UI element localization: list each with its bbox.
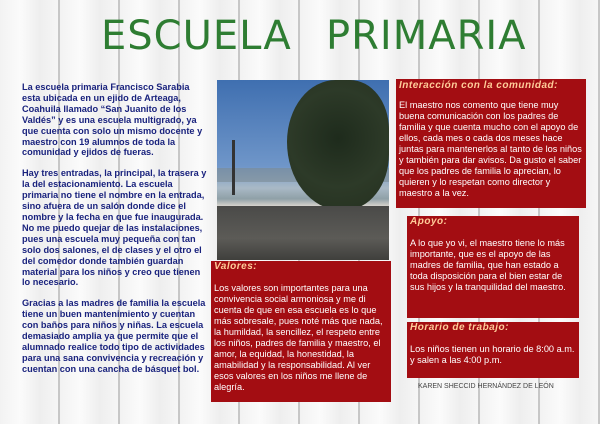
- valores-heading: Valores:: [214, 261, 258, 272]
- interaccion-box: [396, 79, 586, 208]
- paragraph-intro: La escuela primaria Francisco Sarabia esta ubicada en un ejido de Arteaga, Coahuila llamado “San Juanito de los Valdés” y es una escuela multigrado, ya que cuenta con solo un mismo docente y maestro con 19 alumnos de toda la comunidad y ejidos de fueras.: [22, 82, 203, 158]
- horario-box: [407, 322, 579, 378]
- valores-text: Los valores son importantes para una convivencia social armoniosa y me di cuenta de que en esa escuela es lo que más sobresale, pues noté más que nada, la humildad, la sencillez, el respeto entre los niños, padres de familia y maestro, el amor, la equidad, la honestidad, la amabilidad y la responsabilidad. Al ver esos valores en los niños me llene de alegría.: [214, 283, 383, 392]
- apoyo-text: A lo que yo vi, el maestro tiene lo más importante, que es el apoyo de las madres de familia, que han estado a toda disposición para el bien estar de sus hijos y la tranquilidad del maestro.: [410, 238, 566, 292]
- school-photo: [217, 80, 389, 260]
- left-column-text: [22, 82, 210, 385]
- paragraph-entradas: Hay tres entradas, la principal, la trasera y la del estacionamiento. La escuela primaria no tiene el nombre en la entrada, sino afuera de un salón donde dice el nombre y la fecha en que fue inaugurada. No me puedo quejar de las instalaciones, pues una escuela muy pequeña con tan solo dos salones, el de clases y el otro el del comedor donde también guardan material para los niños y creo que tienen lo necesario.: [22, 168, 207, 288]
- interaccion-text: El maestro nos comento que tiene muy buena comunicación con los padres de familia y que cuenta mucho con el apoyo de ellos, cada mes o cada dos meses hace juntas para mantenerlos al tanto de los niños y también para dar avisos. Da gusto el saber que los padres de familia lo aprecian, lo quieren y lo respetan como director y maestro a la vez.: [399, 100, 582, 198]
- title-escuela: ESCUELA: [101, 13, 292, 59]
- horario-text: Los niños tienen un horario de 8:00 a.m. y salen a las 4:00 p.m.: [410, 344, 575, 365]
- horario-heading: Horario de trabajo:: [410, 322, 509, 333]
- interaccion-heading: Interacción con la comunidad:: [399, 80, 558, 91]
- paragraph-mantenimiento: Gracias a las madres de familia la escuela tiene un buen mantenimiento y cuentan con baños para niños y niñas. La escuela demasiado amplia ya que permite que el alumnado realice todo tipo de actividades para una sana convivencia y recreación y cuentan con una cancha de básquet bol.: [22, 298, 206, 374]
- author-name: KAREN SHECCID HERNÁNDEZ DE LEÓN: [418, 383, 554, 390]
- apoyo-box: [407, 216, 579, 318]
- title-primaria: PRIMARIA: [326, 13, 527, 59]
- apoyo-heading: Apoyo:: [410, 216, 448, 227]
- valores-box: [211, 261, 391, 402]
